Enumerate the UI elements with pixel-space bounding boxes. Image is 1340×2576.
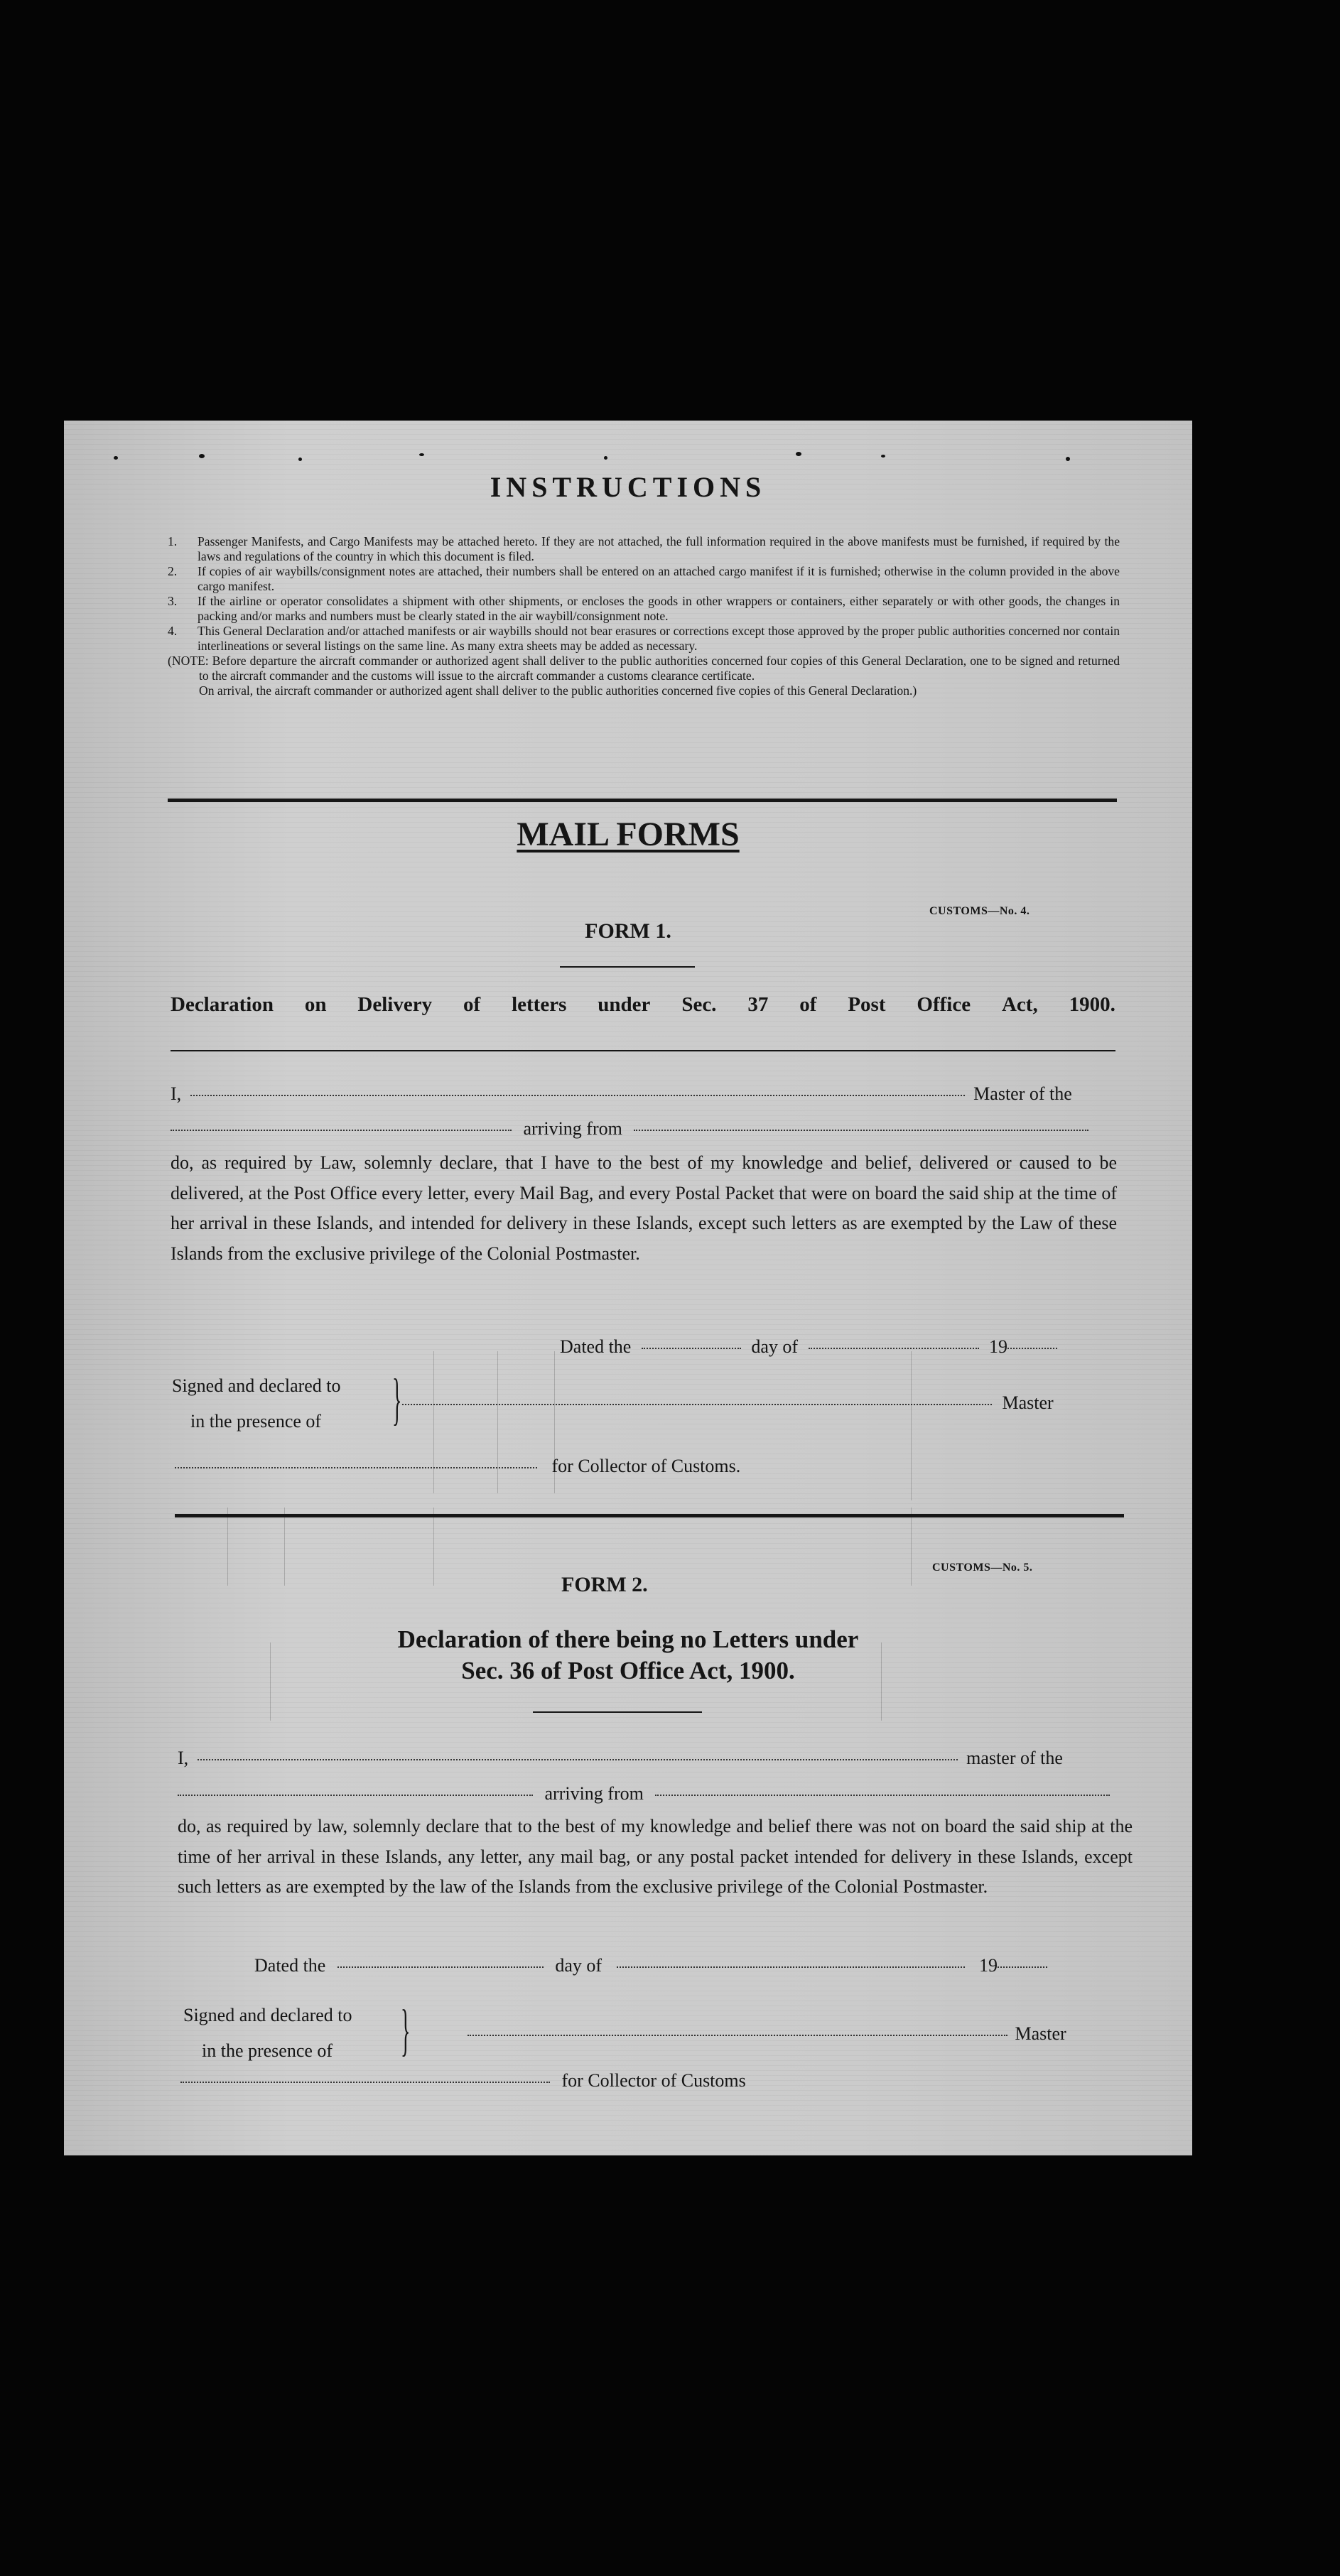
master-label: Master [1002, 1392, 1054, 1413]
master-of-the-label: Master of the [973, 1083, 1072, 1104]
declaration-word: Delivery [357, 993, 433, 1016]
bleed-through-line [284, 1508, 285, 1586]
form2-signed-label: Signed and declared to [183, 2005, 352, 2025]
form2-body-text: do, as required by law, solemnly declare that to the best of my knowledge and belief there was not on board the said ship at the time of her arrival in these Islands, any letter, any mail bag, or any postal packet intended for delivery in these Islands, except such letters as are exempted by the law of the Islands from the exclusive privilege of the Colonial Postmaster. [178, 1816, 1133, 1897]
pronoun-i: I, [178, 1748, 189, 1768]
instruction-item [168, 564, 1120, 594]
master-name-field[interactable] [198, 1759, 958, 1760]
date-month-field[interactable] [809, 1348, 979, 1349]
declaration-word: Act, [1001, 993, 1038, 1016]
date-year-field[interactable] [998, 1966, 1047, 1968]
speck-mark [796, 452, 801, 456]
declaration-line-2: Sec. 36 of Post Office Act, 1900. [461, 1657, 795, 1684]
bleed-through-line [433, 1351, 434, 1493]
instructions-note-arrival [168, 683, 1120, 698]
instruction-text: If the airline or operator consolidates a shipment with other shipments, or encloses the goods in other wrappers or containers, either separately or with other goods, the changes in packing and/or marks and numbers must be clearly stated in the air waybill/consignment note. [198, 594, 1120, 623]
year-label: 19 [989, 1336, 1008, 1357]
origin-port-field[interactable] [655, 1795, 1110, 1796]
form1-master-sign-line [402, 1388, 1054, 1418]
date-year-field[interactable] [1007, 1348, 1057, 1349]
bleed-through-line [433, 1508, 434, 1586]
master-signature-field[interactable] [468, 2035, 1007, 2036]
instruction-number: 4. [168, 624, 178, 638]
declaration-word: of [463, 993, 481, 1016]
form2-collector-line [180, 2066, 746, 2096]
speck-mark [604, 456, 607, 460]
bleed-through-line [911, 1351, 912, 1500]
note-text: (NOTE: Before departure the aircraft commander or authorized agent shall deliver to the public authorities concerned four copies of this General Declaration, one to be signed and returned to the aircraft commander and the customs will issue to the aircraft commander a customs clearance certificate. [168, 654, 1120, 683]
form2-master-sign-line [468, 2019, 1066, 2049]
instructions-note [168, 654, 1120, 683]
form1-arriving-line [171, 1114, 1088, 1144]
speck-mark [419, 453, 424, 456]
brace-icon: } [392, 1368, 402, 1431]
brace-icon: } [401, 1999, 411, 2062]
customs-number: CUSTOMS—No. 5. [932, 1562, 1033, 1574]
form1-signed-label: Signed and declared to [172, 1375, 341, 1396]
collector-label: for Collector of Customs. [551, 1456, 741, 1476]
instruction-text: If copies of air waybills/consignment notes are attached, their numbers shall be entered on an attached cargo manifest if it is furnished; otherwise in the column provided in the above cargo manifest. [198, 564, 1120, 593]
form1-body-text: do, as required by Law, solemnly declare, that I have to the best of my knowledge and belief, delivered or caused to be delivered, at the Post Office every letter, every Mail Bag, and every Postal Packet that were on board the said ship at the time of her arrival in these Islands, and intended for delivery in these Islands, except such letters as are exempted by the Law of these Islands from the exclusive privilege of the Colonial Postmaster. [171, 1152, 1117, 1264]
declaration-word: 37 [747, 993, 769, 1016]
declaration-word: Declaration [171, 993, 274, 1016]
speck-mark [881, 455, 885, 458]
collector-label: for Collector of Customs [561, 2070, 746, 2091]
declaration-line-1: Declaration of there being no Letters under [397, 1625, 859, 1653]
dated-the-label: Dated the [560, 1336, 632, 1357]
bleed-through-line [497, 1351, 498, 1493]
declaration-word: letters [512, 993, 567, 1016]
master-label: Master [1015, 2023, 1066, 2044]
form2-declaration-heading [64, 1624, 1192, 1687]
bleed-through-line [554, 1351, 555, 1493]
declaration-word: of [799, 993, 817, 1016]
dated-the-label: Dated the [254, 1955, 326, 1976]
title-underline [533, 1711, 702, 1713]
form2-presence-label: in the presence of [202, 2040, 333, 2061]
collector-signature-field[interactable] [175, 1467, 537, 1468]
form-divider [175, 1514, 1124, 1517]
form1-title: FORM 1. [585, 919, 671, 943]
declaration-word: Sec. [681, 993, 717, 1016]
title-underline [560, 966, 695, 968]
declaration-word: Office [917, 993, 971, 1016]
instruction-text: This General Declaration and/or attached manifests or air waybills should not bear erasures or corrections except those approved by the proper public authorities concerned nor contain interlineations or several listings on the same line. As many extra sheets may be added as necessary. [198, 624, 1120, 653]
master-name-field[interactable] [190, 1095, 965, 1096]
ship-name-field[interactable] [171, 1130, 512, 1131]
master-signature-field[interactable] [402, 1404, 992, 1405]
ship-name-field[interactable] [178, 1795, 533, 1796]
instruction-number: 1. [168, 534, 178, 548]
speck-mark [1066, 457, 1070, 461]
instruction-item [168, 534, 1120, 564]
day-of-label: day of [555, 1955, 603, 1976]
declaration-word: 1900. [1069, 993, 1115, 1016]
note-arrival-text: On arrival, the aircraft commander or authorized agent shall deliver to the public authorities concerned five copies of this General Declaration.) [199, 683, 917, 698]
bleed-through-line [911, 1508, 912, 1586]
pronoun-i: I, [171, 1083, 182, 1104]
instructions-list [168, 534, 1120, 698]
section-divider [168, 799, 1117, 802]
instruction-number: 3. [168, 594, 178, 608]
day-of-label: day of [751, 1336, 799, 1357]
arriving-from-label: arriving from [544, 1783, 644, 1804]
speck-mark [298, 458, 302, 461]
form1-master-line [171, 1079, 1072, 1109]
master-of-the-label: master of the [966, 1748, 1063, 1768]
declaration-word: under [598, 993, 651, 1016]
instructions-title: INSTRUCTIONS [490, 471, 767, 503]
year-label: 19 [979, 1955, 998, 1976]
form2-dated-line [254, 1951, 1047, 1981]
date-month-field[interactable] [617, 1966, 965, 1968]
form2-master-line [178, 1743, 1063, 1773]
heading-rule [171, 1050, 1115, 1051]
arriving-from-label: arriving from [523, 1118, 622, 1139]
speck-mark [114, 456, 118, 460]
form2-title: FORM 2. [561, 1573, 648, 1596]
form1-body [171, 1148, 1117, 1269]
form2-body [178, 1812, 1133, 1903]
form1-presence-label: in the presence of [190, 1411, 322, 1432]
collector-signature-field[interactable] [180, 2082, 550, 2083]
instruction-text: Passenger Manifests, and Cargo Manifests may be attached hereto. If they are not attached, the full information required in the above manifests must be furnished, if required by the laws and regulations of the country in which this document is filed. [198, 534, 1120, 563]
instruction-number: 2. [168, 564, 178, 578]
form2-arriving-line [178, 1779, 1110, 1809]
form1-collector-line [175, 1451, 740, 1481]
declaration-word: Post [848, 993, 886, 1016]
form1-dated-line [560, 1332, 1057, 1362]
form1-declaration-heading [171, 993, 1115, 1017]
document-page [64, 421, 1192, 2155]
declaration-word: on [304, 993, 327, 1016]
date-day-field[interactable] [337, 1966, 544, 1968]
speck-mark [199, 454, 205, 458]
customs-number: CUSTOMS—No. 4. [929, 905, 1030, 917]
mail-forms-title: MAIL FORMS [517, 816, 740, 853]
origin-port-field[interactable] [634, 1130, 1088, 1131]
instruction-item [168, 624, 1120, 654]
bleed-through-line [227, 1508, 228, 1586]
instruction-item [168, 594, 1120, 624]
date-day-field[interactable] [642, 1348, 741, 1349]
